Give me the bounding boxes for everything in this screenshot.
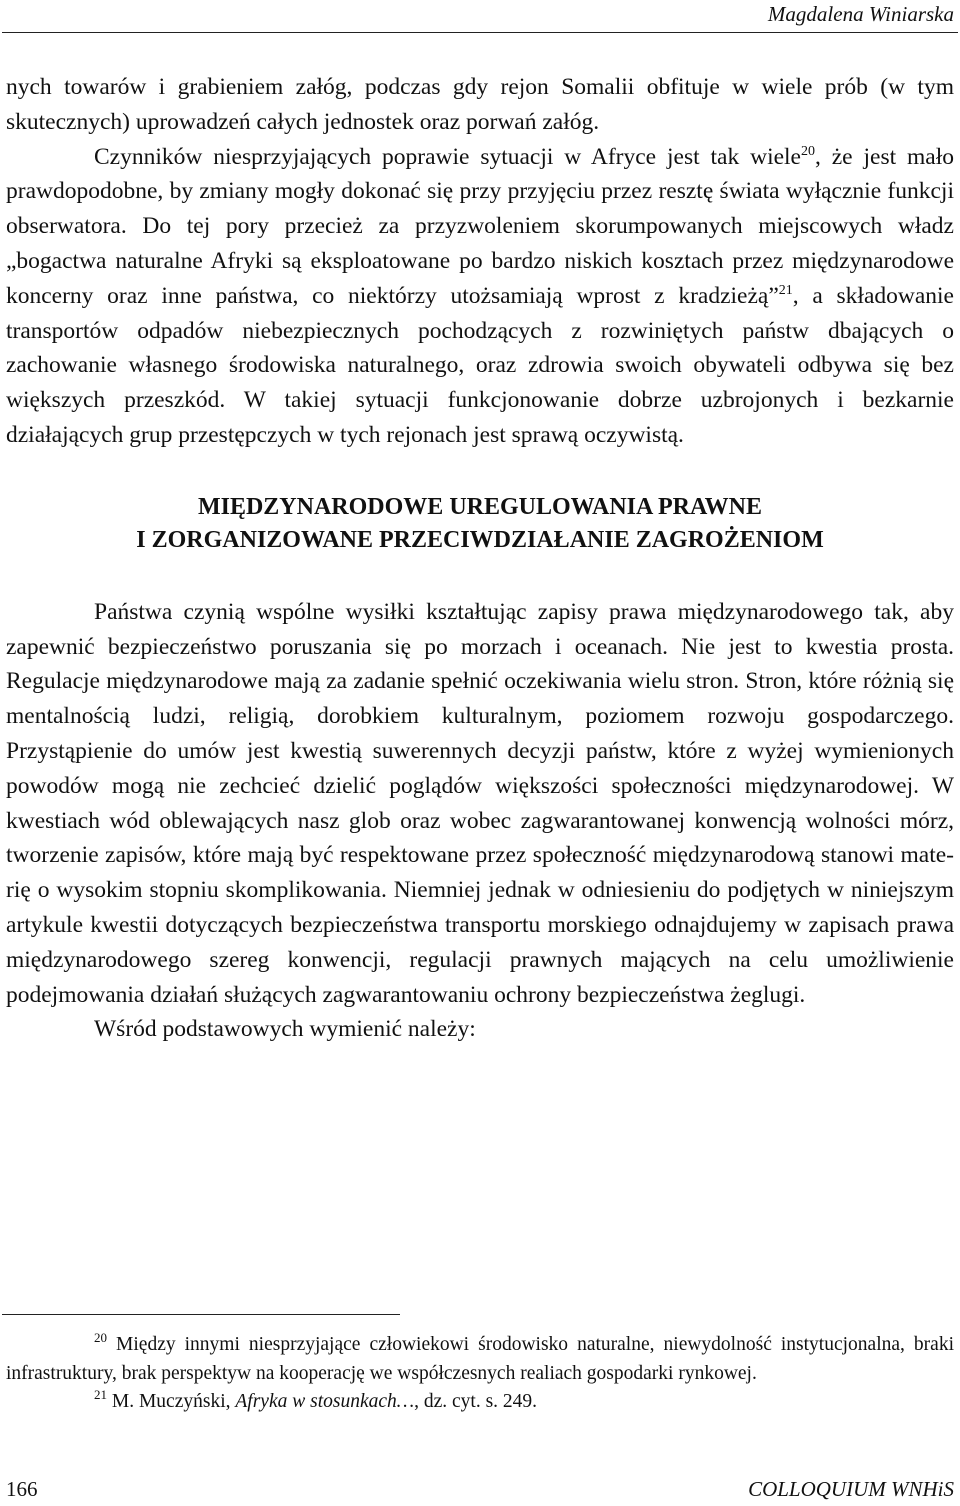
footnote-author: M. Muczyński, (107, 1391, 236, 1412)
main-text (6, 70, 954, 1047)
paragraph-regulations: Państwa czynią wspólne wysiłki kształtując zapisy prawa międzynarodowego tak, aby zapewnić bezpieczeństwo poruszania się po morzach i oceanach. Nie jest to kwestia prosta. Regulacje międzynarodowe mają za zadanie spełnić oczekiwania wielu stron. Stron, które różnią się mentalnością ludzi, religią, dorobkiem kulturalnym, poziomem rozwoju gospodarczego. Przystąpienie do umów jest kwestią suwerennych decyzji państw, które z wyżej wymienionych powodów mogą nie zechcieć dzielić poglądów większości społeczności międzynarodowej. W kwestiach wód oblewających nasz glob oraz wobec zagwarantowanej konwencją wolności mórz, tworzenie zapisów, które mają być respektowane przez społeczność międzynarodową stanowi materię o wysokim stopniu skomplikowania. Niemniej jednak w odniesieniu do podjętych w niniejszym artykule kwestii dotyczących bezpieczeństwa transportu morskiego odnajdujemy w zapisach prawa międzynarodowego szereg konwencji, regulacji prawnych mających na celu umożliwienie podejmowania działań służących zagwarantowaniu ochrony bezpieczeństwa żeglugi. (6, 598, 954, 1008)
paragraph-list-intro: Wśród podstawowych wymienić należy: (94, 1016, 476, 1043)
footnotes (6, 1331, 954, 1417)
paragraph-continuation: nych towarów i grabieniem załóg, podczas gdy rejon Somalii obfituje w wiele prób (w tym skutecznych) uprowadzeń całych jednostek oraz porwań załóg. (6, 74, 954, 135)
paragraph-text: , a składowanie transportów odpadów niebezpiecznych pochodzących z rozwiniętych państw dbających o zachowanie własnego środowiska naturalnego, oraz zdrowia swoich obywateli odbywa się bez większych przeszkód. W takiej sytuacji funkcjonowanie dobrze uzbrojonych i bezkarnie działających grup przestępczych w tych rejonach jest sprawą oczywistą. (6, 282, 954, 448)
footnote-20 (6, 1331, 954, 1388)
footnote-ref-20[interactable]: 20 (800, 143, 815, 159)
footnote-number: 21 (94, 1387, 107, 1402)
running-head: Magdalena Winiarska (767, 2, 954, 26)
footnote-book-title: Afryka w stosunkach… (235, 1391, 415, 1412)
footnote-rule (2, 1314, 400, 1315)
footnote-21 (6, 1388, 954, 1417)
footnote-number: 20 (94, 1330, 107, 1345)
page-number: 166 (6, 1477, 38, 1501)
section-heading-line-1: MIĘDZYNARODOWE UREGULOWANIA PRAWNE (197, 493, 763, 520)
header-rule (2, 32, 958, 33)
paragraph-text: Czynników niesprzyjających poprawie sytuacji w Afryce jest tak wiele (94, 143, 801, 170)
footnote-text: Między innymi niesprzyjające człowiekowi środowisko naturalne, niewydolność instytucjonalna, braki infrastruktury, brak perspektyw na kooperację we współczesnych realiach gospodarki rynkowej. (6, 1334, 954, 1384)
footnote-citation: , dz. cyt. s. 249. (414, 1391, 538, 1412)
section-heading-line-2: I ZORGANIZOWANE PRZECIWDZIAŁANIE ZAGROŻENIOM (136, 526, 824, 553)
paragraph-text: , że jest mało prawdopodobne, by zmiany mogły dokonać się przy przyjęciu przez resztę świata wyłącznie funkcji obserwatora. Do tej pory przecież za przyzwoleniem skorumpowanych miejscowych władz „bogactwa naturalne Afryki są eksploatowane po bardzo niskich kosztach przez międzynarodowe koncerny oraz inne państwa, co niektórzy utożsamiają wprost z kradzieżą” (6, 143, 954, 309)
section-heading (6, 491, 954, 557)
paragraph-africa (6, 140, 954, 453)
journal-name: COLLOQUIUM WNHiS (748, 1477, 954, 1501)
footnote-ref-21[interactable]: 21 (778, 282, 793, 298)
